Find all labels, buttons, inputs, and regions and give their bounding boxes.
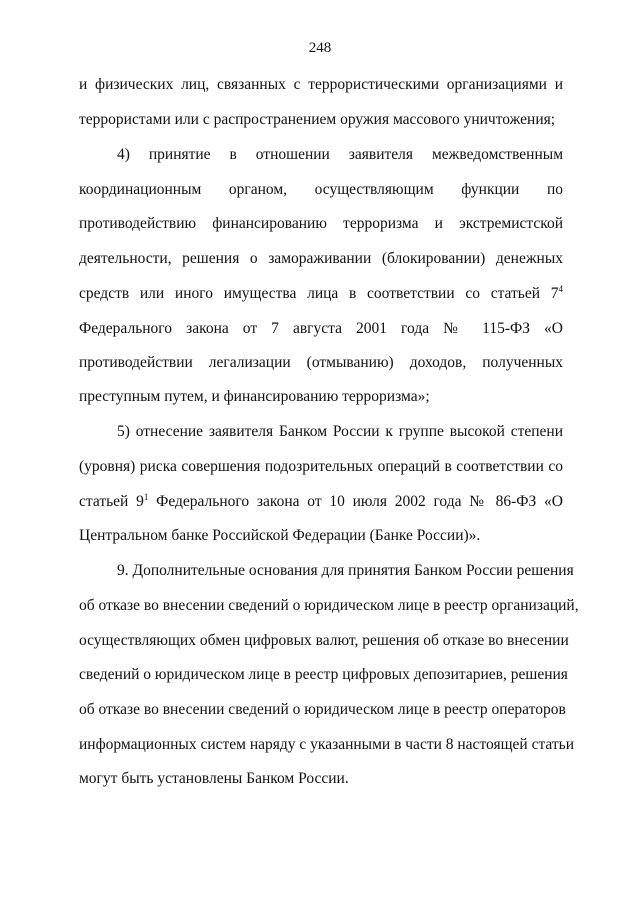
text-line: могут быть установлены Банком России. <box>79 770 349 787</box>
text-line: противодействии легализации (отмыванию) доходов, полученных <box>79 354 563 371</box>
text-line: Центральном банке Российской Федерации (Банке России)». <box>79 527 481 544</box>
text-line: и физических лиц, связанных с террористическими организациями и <box>79 76 563 93</box>
text-line: деятельности, решения о замораживании (блокировании) денежных <box>79 250 563 267</box>
text-line: сведений о юридическом лице в реестр цифровых депозитариев, решения <box>79 666 568 683</box>
text-line: информационных систем наряду с указанными в части 8 настоящей статьи <box>79 736 575 753</box>
text-segment: средств или иного имущества лица в соответствии со статьей 7 <box>79 285 559 302</box>
text-line: об отказе во внесении сведений о юридическом лице в реестр организаций, <box>79 597 579 614</box>
text-line <box>79 493 563 511</box>
page-number: 248 <box>308 40 332 56</box>
text-line: Федерального закона от 7 августа 2001 года № 115-ФЗ «О <box>79 320 563 337</box>
text-line: преступным путем, и финансированию терроризма»; <box>79 388 430 405</box>
text-segment: Федерального закона от 10 июля 2002 года № 86-ФЗ «О <box>148 493 564 510</box>
text-line: координационным органом, осуществляющим функции по <box>79 181 563 198</box>
text-line: 4) принятие в отношении заявителя межведомственным <box>117 146 563 163</box>
text-line: осуществляющих обмен цифровых валют, решения об отказе во внесении <box>79 632 569 649</box>
text-line: террористами или с распространением оружия массового уничтожения; <box>79 111 556 128</box>
text-line: (уровня) риска совершения подозрительных операций в соответствии со <box>79 458 563 475</box>
superscript: 1 <box>143 491 149 502</box>
text-line: об отказе во внесении сведений о юридическом лице в реестр операторов <box>79 701 566 718</box>
text-line: 5) отнесение заявителя Банком России к группе высокой степени <box>117 423 563 440</box>
text-segment: статьей 9 <box>79 493 144 510</box>
text-line <box>79 285 563 303</box>
text-line: 9. Дополнительные основания для принятия Банком России решения <box>117 562 574 579</box>
text-line: противодействию финансированию терроризма и экстремистской <box>79 215 563 232</box>
superscript: 4 <box>558 283 563 294</box>
